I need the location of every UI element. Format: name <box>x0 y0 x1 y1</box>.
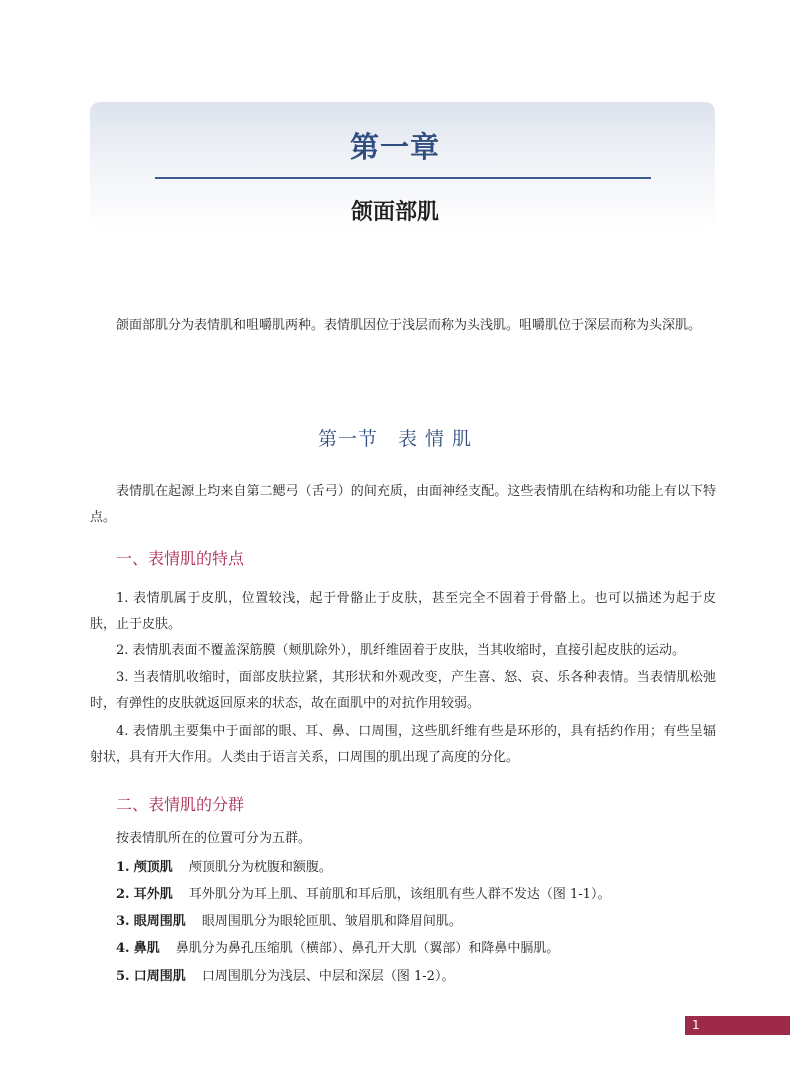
group-term: 眼周围肌 <box>133 914 186 929</box>
section-intro-paragraph: 表情肌在起源上均来自第二鳃弓（舌弓）的间充质，由面神经支配。这些表情肌在结构和功能上有以下特点。 <box>90 484 716 525</box>
group-description: 鼻肌分为鼻孔压缩肌（横部）、鼻孔开大肌（翼部）和降鼻中膈肌。 <box>175 941 560 956</box>
chapter-title: 颌面部肌 <box>350 200 439 225</box>
group-term: 颅顶肌 <box>133 860 173 875</box>
group-number: 4. <box>116 941 130 956</box>
feature-point-2: 2. 表情肌表面不覆盖深筋膜（颊肌除外），肌纤维固着于皮肤，当其收缩时，直接引起皮肤的运动。 <box>116 643 686 658</box>
group-term: 耳外肌 <box>133 887 173 902</box>
group-description: 眼周围肌分为眼轮匝肌、皱眉肌和降眉间肌。 <box>201 914 462 929</box>
group-number: 3. <box>116 914 130 929</box>
page-number: 1 <box>692 1018 700 1032</box>
subsection-title-features: 一、表情肌的特点 <box>116 549 245 568</box>
group-number: 5. <box>116 969 130 984</box>
group-item <box>116 882 716 908</box>
group-description: 口周围肌分为浅层、中层和深层（图 1-2）。 <box>201 969 455 984</box>
page-number-tab <box>685 1016 790 1035</box>
groups-intro: 按表情肌所在的位置可分为五群。 <box>116 831 312 846</box>
feature-point-1: 1. 表情肌属于皮肌，位置较浅，起于骨骼止于皮肤，甚至完全不固着于骨骼上。也可以描述为起于皮肤，止于皮肤。 <box>90 591 716 632</box>
group-item <box>116 909 716 935</box>
chapter-divider <box>155 177 651 179</box>
group-item <box>116 855 716 881</box>
group-item <box>116 964 716 990</box>
chapter-intro-paragraph: 颌面部肌分为表情肌和咀嚼肌两种。表情肌因位于浅层而称为头浅肌。咀嚼肌位于深层而称为头深肌。 <box>116 318 702 333</box>
group-number: 2. <box>116 887 130 902</box>
group-description: 耳外肌分为耳上肌、耳前肌和耳后肌，该组肌有些人群不发达（图 1-1）。 <box>188 887 611 902</box>
group-description: 颅顶肌分为枕腹和额腹。 <box>188 860 332 875</box>
group-term: 口周围肌 <box>133 969 186 984</box>
group-item <box>116 936 716 962</box>
group-term: 鼻肌 <box>133 941 160 956</box>
subsection-title-groups: 二、表情肌的分群 <box>116 795 245 814</box>
group-number: 1. <box>116 860 130 875</box>
feature-point-3: 3. 当表情肌收缩时，面部皮肤拉紧，其形状和外观改变，产生喜、怒、哀、乐各种表情。当表情肌松弛时，有弹性的皮肤就返回原来的状态，故在面肌中的对抗作用较弱。 <box>90 670 716 711</box>
feature-point-4: 4. 表情肌主要集中于面部的眼、耳、鼻、口周围，这些肌纤维有些是环形的，具有括约作用；有些呈辐射状，具有开大作用。人类由于语言关系，口周围的肌出现了高度的分化。 <box>90 724 716 765</box>
chapter-number: 第一章 <box>349 130 440 164</box>
section-title: 第一节 表 情 肌 <box>317 428 473 450</box>
